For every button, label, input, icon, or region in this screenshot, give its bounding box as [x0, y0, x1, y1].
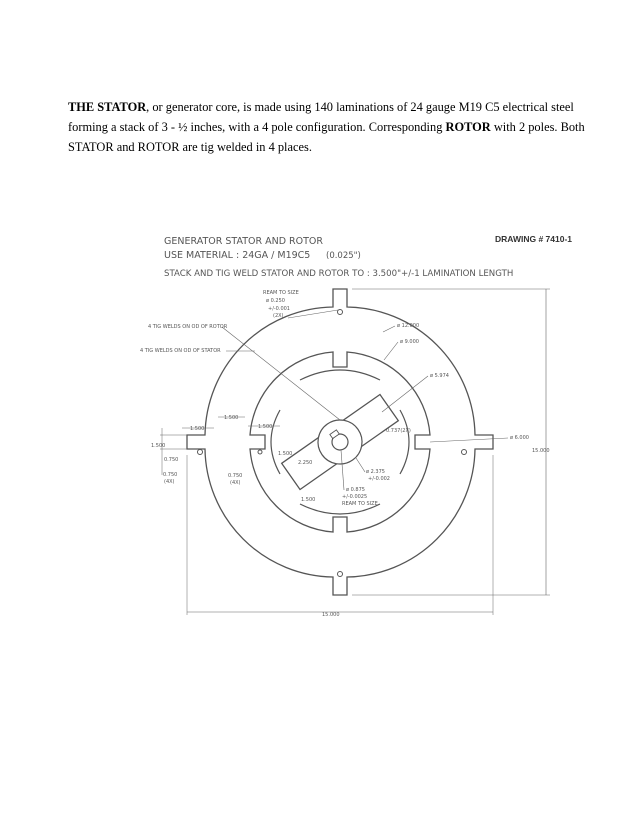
dim-0750-a: 0.750 [164, 457, 179, 463]
pole-hole-left [258, 450, 262, 454]
dim-15000-bottom: 15.000 [322, 612, 340, 618]
dia-2375-leader [356, 458, 365, 472]
rotor-term: ROTOR [445, 120, 491, 134]
dia-12000: ø 12.000 [397, 323, 420, 329]
description-paragraph [68, 97, 588, 157]
dim-0750-c-qty: (4X) [164, 479, 175, 485]
dim-0750-b-qty: (4X) [230, 480, 241, 486]
tol-2375: +/-0.002 [368, 476, 390, 482]
dia-6000-leader [430, 438, 508, 442]
ream-hole-bottom [338, 572, 343, 577]
ream-hole-left [198, 450, 203, 455]
drawing-number: DRAWING # 7410-1 [495, 234, 572, 244]
dia-9000: ø 9.000 [400, 339, 419, 345]
ream-note-3: +/-0.001 [268, 306, 290, 312]
dia-9000-leader [384, 342, 398, 360]
dim-2250: 2.250 [298, 460, 313, 466]
weld-stator-note: 4 TIG WELDS ON OD OF STATOR [140, 348, 221, 354]
dim-1500-e: 1.500 [278, 451, 293, 457]
dim-1500-d: 1.500 [151, 443, 166, 449]
weld-rotor-note: 4 TIG WELDS ON OD OF ROTOR [148, 324, 228, 330]
dia-0875: ø 0.875 [346, 487, 365, 493]
weld-rotor-leader [222, 327, 340, 420]
paragraph-text-2: with 2 poles. Both STATOR and ROTOR are tig welded in 4 places. [68, 120, 585, 154]
ream-hole-right [462, 450, 467, 455]
stator-term: THE STATOR [68, 100, 147, 114]
ream-hole-top [338, 310, 343, 315]
ream-leader [288, 310, 338, 318]
dia-2375: ø 2.375 [366, 469, 385, 475]
dia-12000-leader [383, 326, 395, 332]
dim-1500-b: 1.500 [224, 415, 239, 421]
dim-15000-right: 15.000 [532, 448, 550, 454]
dim-0750-b: 0.750 [228, 473, 243, 479]
drawing-title-2: USE MATERIAL : 24GA / M19C5 [164, 250, 311, 261]
dim-1500-f: 1.500 [301, 497, 316, 503]
dim-1500-c: 1.500 [258, 424, 273, 430]
dim-0750-c: 0.750 [163, 472, 178, 478]
ream-note-2: ø 0.250 [266, 298, 285, 304]
thickness-note: (0.025") [326, 251, 361, 261]
drawing-title-1: GENERATOR STATOR AND ROTOR [164, 236, 324, 247]
ream-note-4: (2X) [273, 313, 284, 319]
pole-tip-right [400, 410, 409, 474]
ream-0875: REAM TO SIZE [342, 501, 378, 507]
dim-0737: 0.737(2X) [386, 428, 411, 434]
pole-tip-left [271, 410, 280, 474]
dia-6000: ø 6.000 [510, 435, 529, 441]
ream-note-1: REAM TO SIZE [263, 290, 299, 296]
dim-1500-a: 1.500 [190, 426, 205, 432]
paragraph-text-1: , or generator core, is made using 140 laminations of 24 gauge M19 C5 electrical steel forming a stack of 3 - ½ inches, with a 4 pole configuration. Corresponding [68, 100, 574, 134]
pole-tip-top [300, 370, 380, 380]
tol-0875: +/-0.0025 [342, 494, 368, 500]
stator-rotor-drawing [130, 220, 590, 630]
drawing-title-3: STACK AND TIG WELD STATOR AND ROTOR TO : 3.500"+/-1 LAMINATION LENGTH [164, 269, 514, 279]
dia-5974-leader [382, 376, 428, 412]
dia-5974: ø 5.974 [430, 373, 449, 379]
